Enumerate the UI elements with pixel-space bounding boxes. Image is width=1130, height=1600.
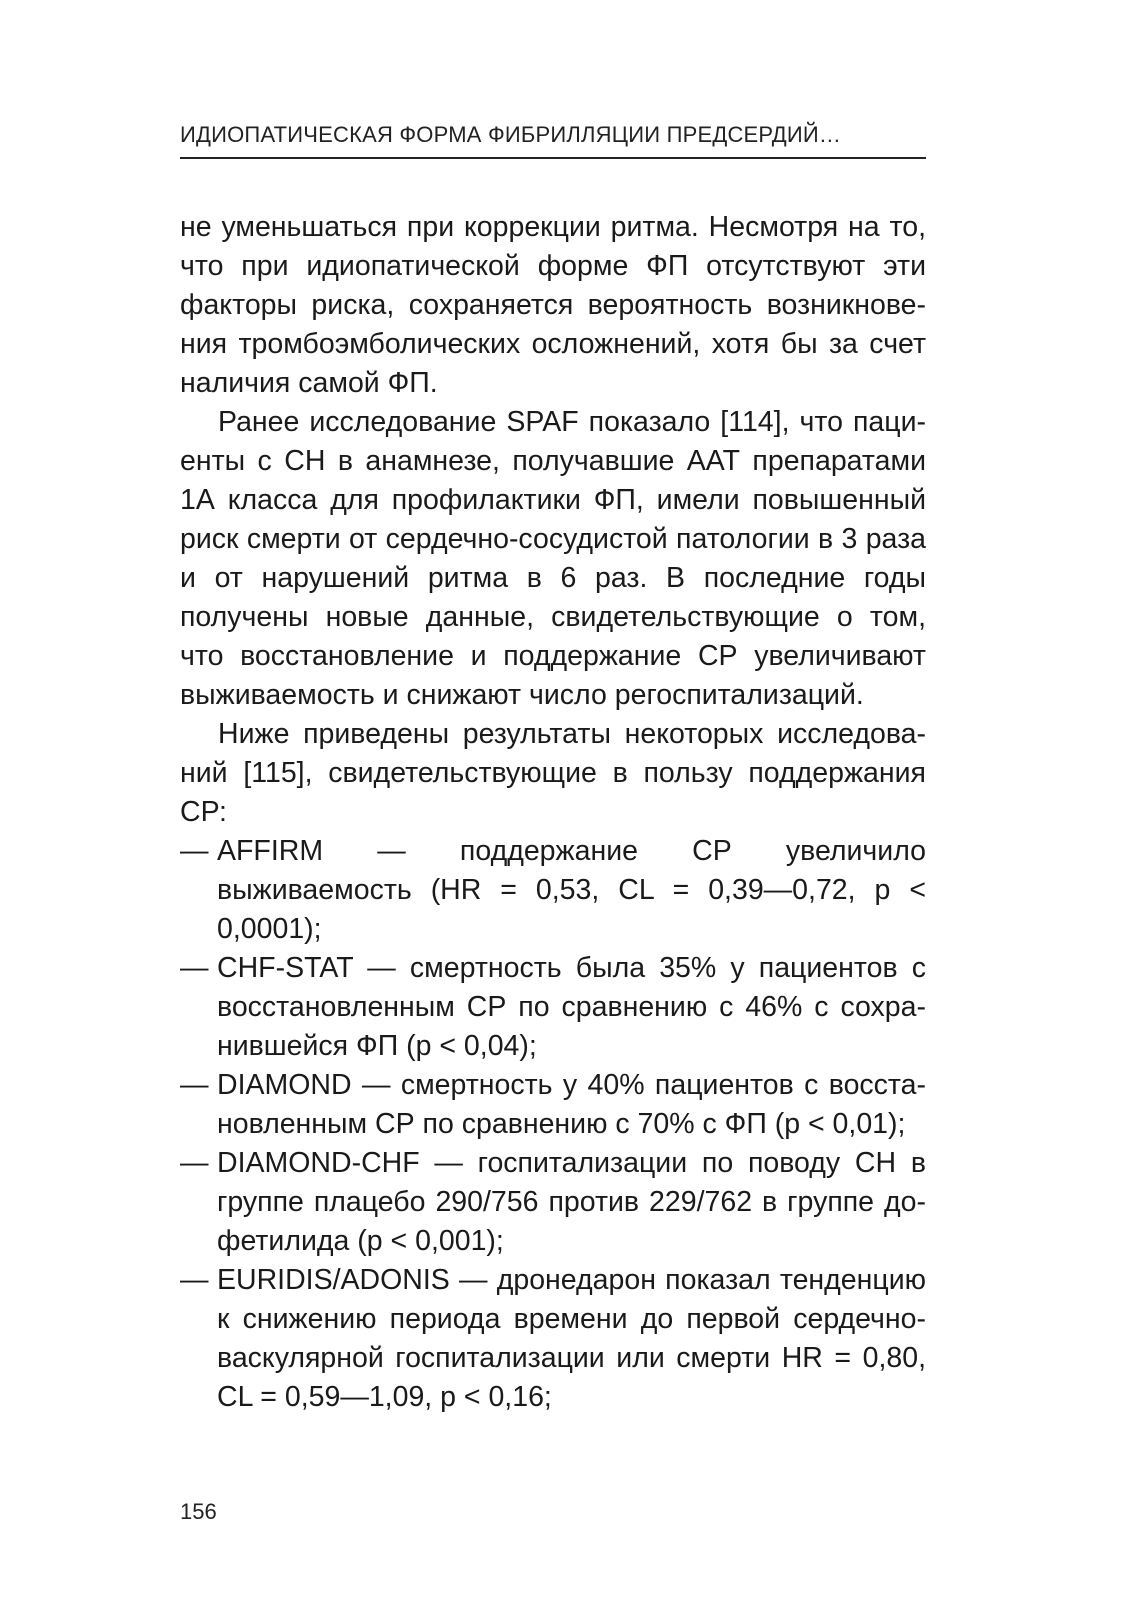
paragraph-continued: не уменьшаться при коррекции ритма. Несмотря на то, что при идиопатической форме ФП отсутствуют эти факторы риска, сохраняется вероятность возникновения тромбоэмболических осложнений, хотя бы за счет наличия самой ФП.	[180, 211, 926, 399]
list-item-affirm	[180, 832, 926, 949]
list-item-text: DIAMOND-CHF — госпитализации по поводу СН в группе плацебо 290/756 против 229/762 в группе дофетилида (p < 0,001);	[217, 1147, 926, 1257]
paragraph-spaf: Ранее исследование SPAF показало [114], что пациенты с СН в анамнезе, получавшие ААТ препаратами 1А класса для профилактики ФП, имели повышенный риск смерти от сердечно-сосудистой патологии в 3 раза и от нарушений ритма в 6 раз. В последние годы получены новые данные, свидетельствующие о том, что восстановление и поддержание СР увеличивают выживаемость и снижают число регоспитализаций.	[180, 406, 926, 711]
list-item-diamond	[180, 1066, 926, 1144]
dash-marker: —	[180, 1069, 209, 1101]
list-item-text: EURIDIS/ADONIS — дронедарон показал тенденцию к снижению периода времени до первой сердечно-васкулярной госпитализации или смерти HR = 0,80, CL = 0,59—1,09, p < 0,16;	[217, 1264, 926, 1413]
list-item-text: CHF-STAT — смертность была 35% у пациентов с восстановленным СР по сравнению с 46% с сохранившейся ФП (p < 0,04);	[217, 952, 926, 1062]
dash-marker: —	[180, 1264, 209, 1296]
dash-marker: —	[180, 835, 209, 867]
dash-marker: —	[180, 1147, 209, 1179]
list-item-chf-stat	[180, 949, 926, 1066]
list-item-euridis-adonis	[180, 1261, 926, 1417]
page-body	[180, 208, 926, 1417]
list-item-text: AFFIRM — поддержание СР увеличило выживаемость (HR = 0,53, CL = 0,39—0,72, p < 0,0001);	[217, 835, 926, 945]
paragraph-studies-intro: Ниже приведены результаты некоторых исследований [115], свидетельствующие в пользу поддержания СР:	[180, 718, 926, 828]
studies-list	[180, 832, 926, 1417]
list-item-diamond-chf	[180, 1144, 926, 1261]
running-head: ИДИОПАТИЧЕСКАЯ ФОРМА ФИБРИЛЛЯЦИИ ПРЕДСЕРДИЙ…	[180, 122, 842, 147]
header-rule	[180, 157, 926, 159]
page-number: 156	[180, 1499, 217, 1524]
dash-marker: —	[180, 952, 209, 984]
list-item-text: DIAMOND — смертность у 40% пациентов с восстановленным СР по сравнению с 70% с ФП (p < 0,01);	[217, 1069, 926, 1140]
